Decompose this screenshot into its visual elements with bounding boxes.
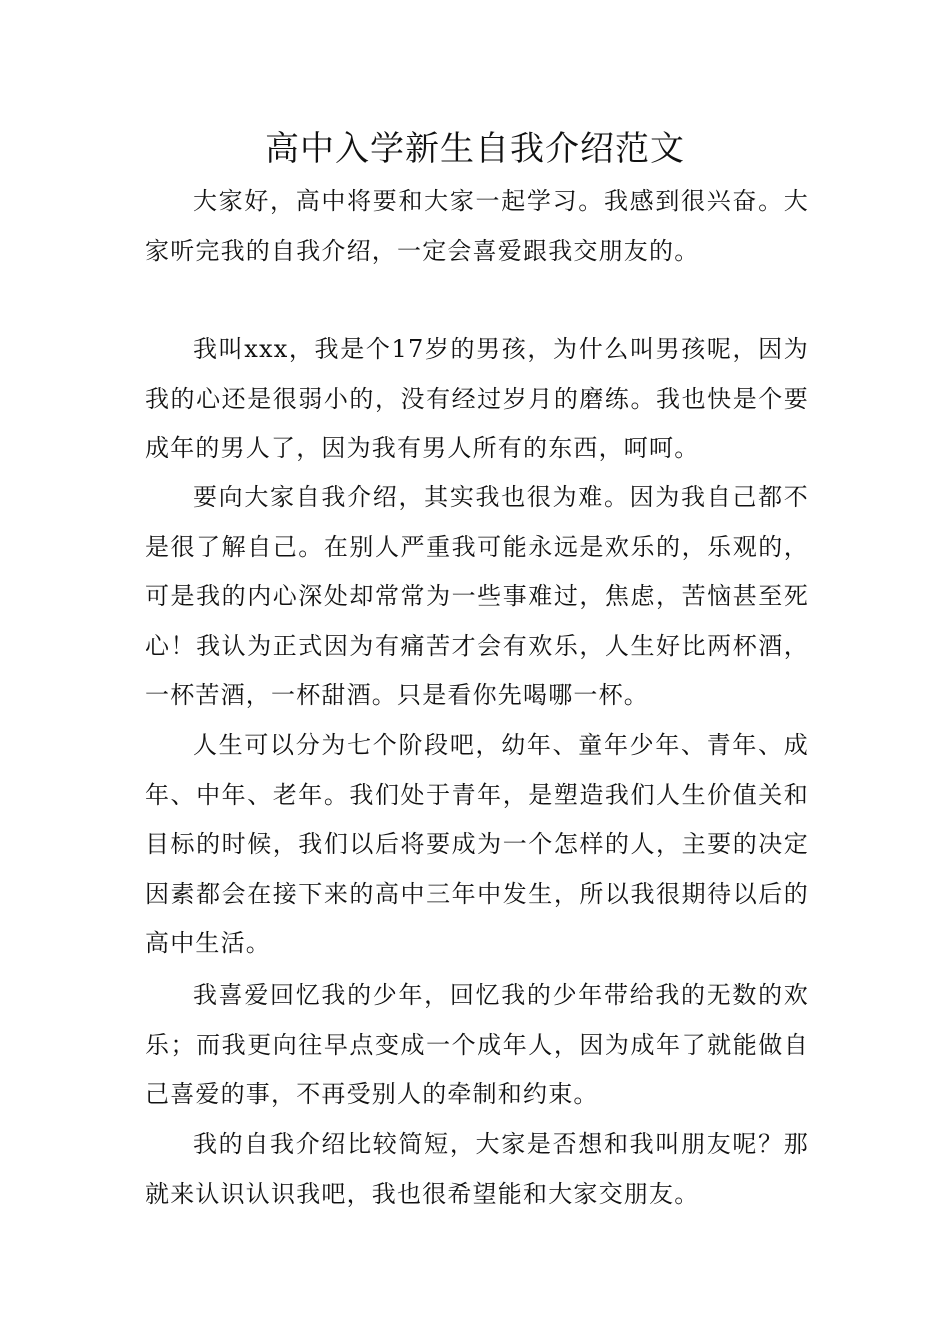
paragraph-memories: 我喜爱回忆我的少年，回忆我的少年带给我的无数的欢乐；而我更向往早点变成一个成年人，因为成年了就能做自己喜爱的事，不再受别人的牵制和约束。 [145, 981, 809, 1108]
paragraph-closing: 我的自我介绍比较简短，大家是否想和我叫朋友呢？那就来认识认识我吧，我也很希望能和大家交朋友。 [145, 1130, 809, 1208]
paragraph-life-stages: 人生可以分为七个阶段吧，幼年、童年少年、青年、成年、中年、老年。我们处于青年，是塑造我们人生价值关和目标的时候，我们以后将要成为一个怎样的人，主要的决定因素都会在接下来的高中三年中发生，所以我很期待以后的高中生活。 [145, 731, 809, 957]
paragraph-self-understanding: 要向大家自我介绍，其实我也很为难。因为我自己都不是很了解自己。在别人严重我可能永远是欢乐的，乐观的，可是我的内心深处却常常为一些事难过，焦虑，苦恼甚至死心！我认为正式因为有痛苦才会有欢乐，人生好比两杯酒，一杯苦酒，一杯甜酒。只是看你先喝哪一杯。 [145, 483, 809, 709]
paragraph-name-age: 我叫xxx，我是个17岁的男孩，为什么叫男孩呢，因为我的心还是很弱小的，没有经过岁月的磨练。我也快是个要成年的男人了，因为我有男人所有的东西，呵呵。 [145, 335, 809, 462]
paragraph-greeting: 大家好，高中将要和大家一起学习。我感到很兴奋。大家听完我的自我介绍，一定会喜爱跟我交朋友的。 [145, 187, 809, 265]
document-title: 高中入学新生自我介绍范文 [265, 129, 685, 169]
